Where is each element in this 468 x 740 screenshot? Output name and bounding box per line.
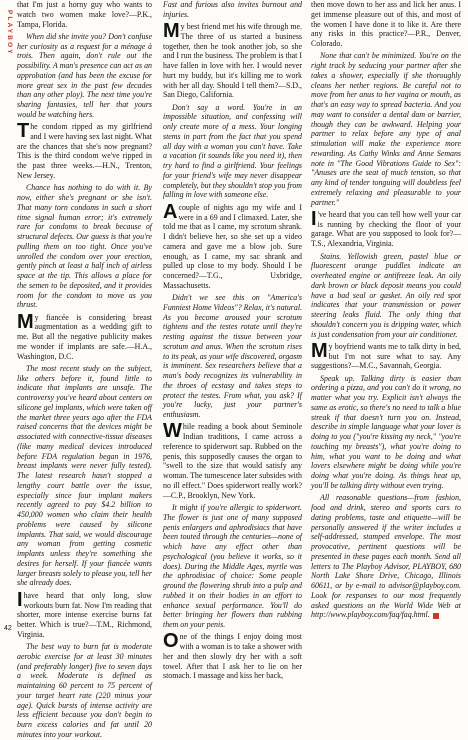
column-1 <box>17 0 152 739</box>
answer-text: Fast and furious also invites burnout and injuries. <box>163 0 302 19</box>
drop-cap: O <box>163 630 179 653</box>
drop-cap: I <box>17 588 23 611</box>
drop-cap: W <box>163 420 182 443</box>
answer-text: None that can't be minimized. You're on the right track by seducing your partner after she takes a shower, especially if she thoroughly cleans her nether regions. Be careful not to move from her anus to her vagina or mouth, as that's an easy way to spread bacteria. And you may want to consider a dental dam or barrier, though they can be awkward. Helping your partner to relax before any type of anal stimulation will make the experience more rewarding. As Cathy Winks and Anne Semans note in "The Good Vibrations Guide to Sex": "Anuses are the seat of much tension, so that any kind of tender tonguing will doubtless feel extremely relaxing and pleasurable to your partner." <box>311 51 461 207</box>
letter-continued: that I'm just a horny guy who wants to watch two women make love?—P.K., Tampa, Florida. <box>17 0 152 29</box>
drop-cap: A <box>163 200 178 223</box>
answer-text: Chance has nothing to do with it. By now, either she's pregnant or she isn't. That many torn condoms in such a short time signal human error; it's extremely rare for condoms to break because of structural defects. Our guess is that you're pulling them on too tight. Once you've unrolled the condom over your erection, gently pinch at least a half inch of airless space at the tip. This allows a place for the semen to be deposited, and it provides room for the condom to move as you thrust. <box>17 183 152 310</box>
question-text: My boyfriend wants me to talk dirty in bed, but I'm not sure what to say. Any suggestions?—M.C., Savannah, Georgia. <box>311 339 461 371</box>
column-2 <box>163 0 302 681</box>
drop-cap: I <box>311 207 317 230</box>
drop-cap: M <box>17 310 34 333</box>
column-3 <box>311 0 461 640</box>
question-text: While reading a book about Seminole Indian traditions, I came across a reference to spiderwort sap. Rubbed on the penis, this supposedly causes the organ to "swell to the size that would satisfy any woman. The tumescence later subsides with no ill effect." Does spiderwort really work?—C.P., Brooklyn, New York. <box>163 420 302 500</box>
advisor-footer-note: All reasonable questions—from fashion, food and drink, stereo and sports cars to dating problems, taste and etiquette—will be personally answered if the writer includes a self-addressed, stamped envelope. The most provocative, pertinent questions will be presented in these pages each month. Send all letters to The Playboy Advisor, PLAYBOY, 680 North Lake Shore Drive, Chicago, Illinois 60611, or by e-mail to advisor@playboy.com. Look for responses to our most frequently asked questions on the World Wide Web at http://www.playboy.com/faq/faq.html. <box>311 493 461 620</box>
question-text: The condom ripped as my girlfriend and I were having sex last night. What are the chances that she's now pregnant? This is the third condom we've ripped in the past three weeks.—H.N., Trenton, New Jersey. <box>17 120 152 180</box>
drop-cap: M <box>163 20 180 43</box>
answer-text: The most recent study on the subject, like others before it, found little to indicate that implants are unsafe. The controversy you've heard about centers on silicone gel implants, which were taken off the market three years ago after the FDA raised concerns that the devices might be associated with connective-tissue diseases (like many medical devices introduced before FDA regulation began in 1976, breast implants were never fully tested). The latest research hasn't stopped a lengthy court battle over the issue, especially since four implant makers recently agreed to pay $4.2 billion to 450,000 women who claim their health problems were caused by silicone implants. That said, we would discourage any woman from getting cosmetic implants unless they're something she desires for herself. If your fiancée wants larger breasts solely to please you, tell her she already does. <box>17 363 152 588</box>
magazine-name-vertical: PLAYBOY <box>6 10 13 56</box>
answer-text: Didn't we see this on "America's Funniest Home Videos"? Relax, it's natural. As you become aroused your scrotum tightens and the testes rotate until they're resting against the tissue between your scrotum and anus. When the scrotum rises to its peak, as your wife discovered, orgasm is imminent. Sex researchers believe that a man's body recognizes its vulnerability in the throes of ecstasy and takes steps to protect the testes. From what, you ask? If you're lucky, just your partner's enthusiasm. <box>163 293 302 420</box>
drop-cap: M <box>311 339 328 362</box>
question-text: My best friend met his wife through me. The three of us started a business together, then he took another job, so she and I run the business. The problem is that I have fallen in love with her. I would never hurt my buddy, but it's killing me to work with her all day. Should I tell them?—S.D., San Diego, California. <box>163 20 302 100</box>
drop-cap: T <box>17 120 30 143</box>
answer-text: Stains. Yellowish green, pastel blue or fluorescent orange puddles indicate an overheated engine or antifreeze leak. An oily dark brown or black deposit means you could have a bad seal or gasket. An oily red spot indicates that your transmission or power steering leaks fluid. The only thing that shouldn't concern you is dripping water, which is just condensation from your air conditioner. <box>311 251 461 339</box>
page-number: 42 <box>4 625 12 632</box>
letter-continued: then move down to her ass and lick her anus. I get immense pleasure out of this, and most of the women I have done it to like it. Are there any risks in this practice?—P.R., Denver, Colorado. <box>311 0 461 48</box>
end-mark-icon <box>433 613 439 619</box>
answer-text: The best way to burn fat is moderate aerobic exercise for at least 30 minutes (and preferably longer) five to seven days a week. Moderate is defined as maintaining 60 percent to 75 percent of your target heart rate (220 minus your age). Quick bursts of intense activity are less efficient because you don't begin to burn excess calories and fat until 20 minutes into your workout. <box>17 642 152 739</box>
question-text: I have heard that only long, slow workouts burn fat. Now I'm reading that shorter, more intense exercise burns fat better. Which is true?—T.M., Richmond, Virginia. <box>17 588 152 639</box>
answer-text: It might if you're allergic to spiderwort. The flower is just one of many supposed penis enlargers and aphrodisiacs that have been touted through the centuries—none of which have any effect other than psychological (you believe it works, so it does). During the Middle Ages, myrtle was the aphrodisiac of choice: Some people ground the flowering shrub into a pulp and rubbed it on their bodies in an effort to enhance sexual performance. You'll do better bringing her flowers than rubbing them on your penis. <box>163 503 302 630</box>
answer-text: When did she invite you? Don't confuse her curiosity as a request for a ménage à trois. Then again, don't rule out the possibility. A man's presence can act as an approbation (and has been the excuse for more great sex in the past few decades than any other ploy). The next time you're sharing fantasies, tell her that yours would be watching hers. <box>17 31 152 119</box>
question-text: One of the things I enjoy doing most with a woman is to take a shower with her and then slowly dry her with a soft towel. After that I ask her to lie on her stomach. I massage and kiss her back, <box>163 630 302 681</box>
answer-text: Speak up. Talking dirty is easier than ordering a pizza, and you can't do it wrong, no matter what you try. Explicit isn't always the same as erotic, so there's no need to talk a blue streak if that doesn't turn you on. Instead, describe in simple language what your lover is doing to you ("you're kissing my neck," "you're touching my breasts"), what you're doing to him, what you want to be doing and what lovers elsewhere might be doing while you're doing what you're doing. As things heat up, you'll be talking dirty without even trying. <box>311 373 461 490</box>
question-text: My fiancée is considering breast augmentation as a wedding gift to me. But all the negative publicity makes me wonder if implants are safe.—H.A., Washington, D.C. <box>17 310 152 361</box>
question-text: A couple of nights ago my wife and I were in a 69 and I climaxed. Later, she told me that as I came, my scrotum shrank. I didn't believe her, so she set up a video camera and gave me a blow job. Sure enough, as I came, my sac shrank and pulled up close to my body. Should I be concerned?—T.G., Uxbridge, Massachusetts. <box>163 200 302 290</box>
question-text: I 've heard that you can tell how well your car is running by checking the floor of your garage. What are you supposed to look for?—T.S., Alexandria, Virginia. <box>311 207 461 249</box>
answer-text: Don't say a word. You're in an impossible situation, and confessing will only create more of a mess. Your longing stems in part from the fact that you spend all day with a woman you can't have. Take a vacation (it sounds like you need it), then try hard to find a girlfriend. Your feelings for your friend's wife may never disappear completely, but they shouldn't stop you from falling in love with someone else. <box>163 102 302 200</box>
